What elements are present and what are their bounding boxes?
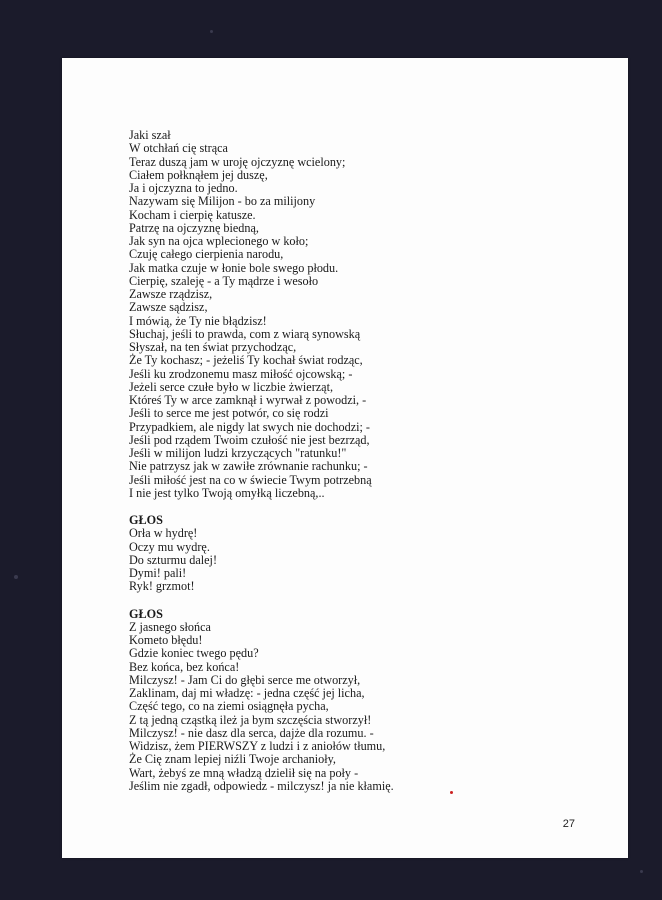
verse-block-1 — [129, 129, 609, 500]
verse-line: Któreś Ty w arce zamknął i wyrwał z powodzi, - — [129, 393, 367, 407]
verse-line: Wart, żebyś ze mną władzą dzielił się na poły - — [129, 765, 359, 780]
background-speck — [14, 575, 18, 579]
verse-line: Część tego, co na ziemi osiągnęła pycha, — [129, 699, 329, 714]
verse-line: Jeślim nie zgadł, odpowiedz - milczysz! ja nie kłamię. — [129, 778, 394, 793]
verse-line: Że Ty kochasz; - jeżeliś Ty kochał świat rodząc, — [129, 353, 363, 368]
verse-line: Cierpię, szaleję - a Ty mądrze i wesoło — [129, 273, 319, 288]
red-mark-dot — [450, 791, 453, 794]
verse-line: Jak matka czuje w łonie bole swego płodu. — [129, 260, 339, 275]
verse-block-2 — [129, 527, 609, 593]
verse-line: Patrzę na ojczyznę biedną, — [129, 220, 259, 235]
background-speck — [640, 870, 643, 873]
background-speck — [210, 30, 213, 33]
verse-line: Nie patrzysz jak w zawiłe zrównanie rachunku; - — [129, 459, 368, 474]
verse-line: Jak syn na ojca wplecionego w koło; — [129, 234, 309, 248]
verse-line: Jeśli miłość jest na co w świecie Twym potrzebną — [129, 472, 372, 487]
verse-line: Jaki szał — [129, 128, 171, 142]
verse-line: Do szturmu dalej! — [129, 552, 217, 567]
verse-line: Jeśli to serce me jest potwór, co się rodzi — [129, 406, 329, 421]
document-page — [62, 58, 628, 858]
section-heading-glos-2: GŁOS — [129, 606, 163, 621]
verse-line: Jeżeli serce czułe było w liczbie żwierząt, — [129, 379, 334, 394]
verse-line: Teraz duszą jam w uroję ojczyznę wcielony; — [129, 154, 346, 169]
verse-line: Kometo błędu! — [129, 633, 203, 647]
verse-line: Orła w hydrę! — [129, 526, 198, 541]
verse-line: Milczysz! - nie dasz dla serca, dajże dla rozumu. - — [129, 725, 374, 740]
verse-line: Kocham i cierpię katusze. — [129, 207, 256, 222]
verse-line: Jeśli pod rządem Twoim czułość nie jest bezrząd, — [129, 432, 370, 447]
verse-line: Ciałem połknąłem jej duszę, — [129, 167, 268, 182]
page-text-body — [129, 129, 609, 793]
verse-line: Słyszał, na ten świat przychodząc, — [129, 340, 297, 354]
verse-line: Ja i ojczyzna to jedno. — [129, 181, 238, 195]
verse-line: Jeśli ku zrodzonemu masz miłość ojcowską; - — [129, 366, 353, 381]
verse-line: Oczy mu wydrę. — [129, 539, 210, 554]
verse-line: Z jasnego słońca — [129, 619, 211, 634]
verse-line: Słuchaj, jeśli to prawda, com z wiarą synowską — [129, 326, 361, 341]
verse-line: Że Cię znam lepiej niźli Twoje archanioły, — [129, 752, 336, 767]
verse-line: Nazywam się Milijon - bo za milijony — [129, 194, 316, 209]
section-heading-glos-1: GŁOS — [129, 513, 163, 527]
verse-line: Przypadkiem, ale nigdy lat swych nie dochodzi; - — [129, 419, 370, 434]
verse-line: Widzisz, żem PIERWSZY z ludzi i z aniołów tłumu, — [129, 739, 386, 753]
verse-line: Dymi! pali! — [129, 566, 187, 580]
verse-line: Bez końca, bez końca! — [129, 659, 240, 674]
verse-block-3 — [129, 621, 609, 793]
verse-line: Zawsze sądzisz, — [129, 300, 208, 315]
verse-line: Ryk! grzmot! — [129, 579, 195, 594]
verse-line: Milczysz! - Jam Ci do głębi serce me otworzył, — [129, 672, 361, 687]
verse-line: Zawsze rządzisz, — [129, 287, 213, 301]
verse-line: Gdzie koniec twego pędu? — [129, 646, 259, 661]
verse-line: Czuję całego cierpienia narodu, — [129, 247, 284, 262]
verse-line: I mówią, że Ty nie błądzisz! — [129, 313, 267, 328]
verse-line: Z tą jedną cząstką ileż ja bym szczęścia stworzył! — [129, 712, 372, 727]
verse-line: W otchłań cię strąca — [129, 141, 228, 156]
page-number: 27 — [562, 818, 575, 830]
verse-line: I nie jest tylko Twoją omyłką liczebną,.. — [129, 485, 325, 500]
verse-line: Zaklinam, daj mi władzę: - jedna część jej licha, — [129, 686, 365, 700]
verse-line: Jeśli w milijon ludzi krzyczących "ratunku!" — [129, 446, 347, 460]
